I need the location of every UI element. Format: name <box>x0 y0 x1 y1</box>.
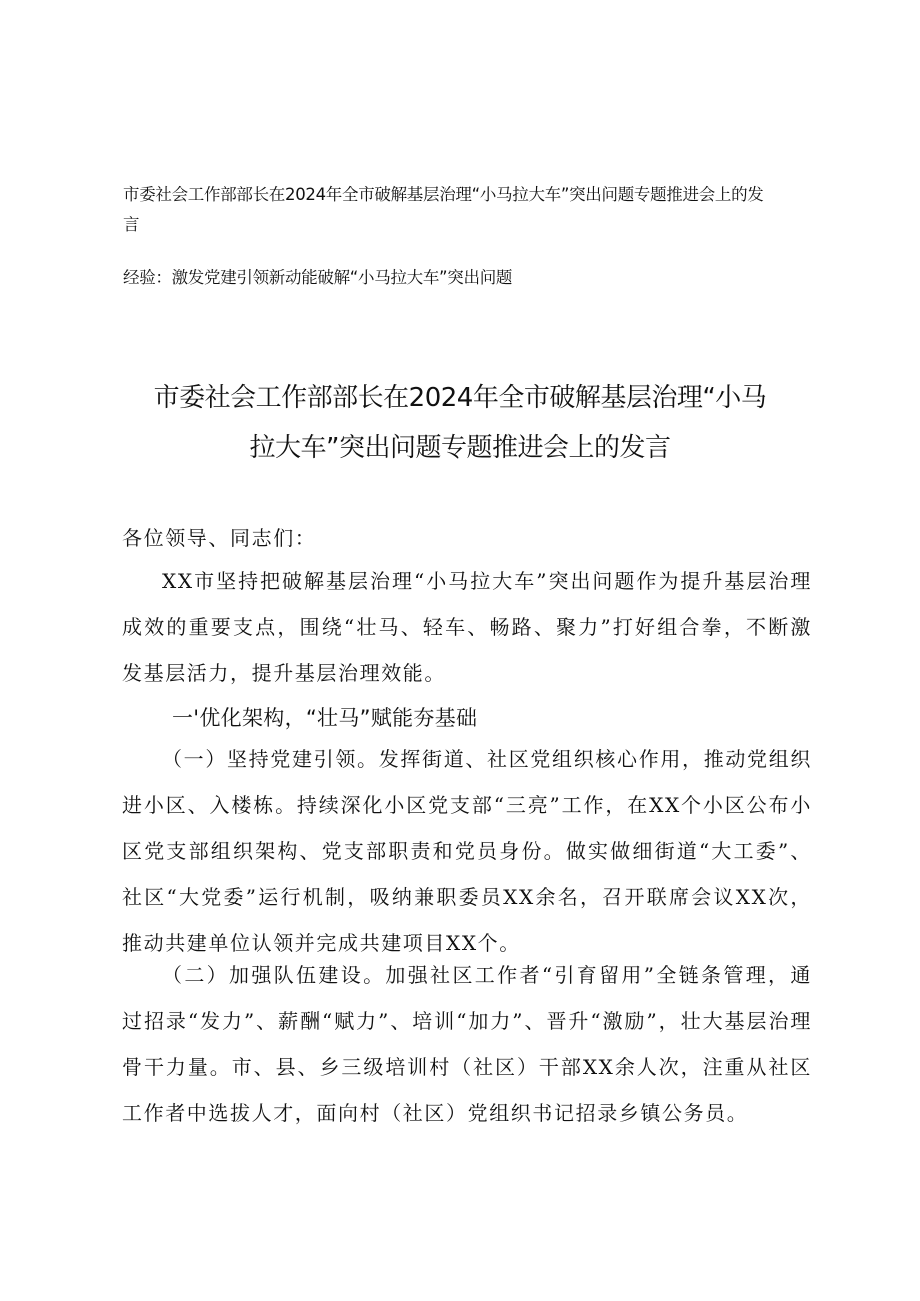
section-1-paragraph-1 <box>122 736 812 966</box>
intro-paragraph <box>122 558 812 696</box>
header-title-line-1: 市委社会工作部部长在2024年全市破解基层治理“小马拉大车”突出问题专题推进会上的发 <box>123 185 764 204</box>
header-title-line-2: 言 <box>123 215 140 234</box>
main-title-line-2: 拉大车”突出问题专题推进会上的发言 <box>249 433 671 463</box>
section-1-paragraph-2 <box>122 952 812 1136</box>
section-1-heading: 一'优化架构，“壮马”赋能夯基础 <box>172 706 478 730</box>
section-1-paragraph-1-text: （一）坚持党建引领。发挥街道、社区党组织核心作用，推动党组织进小区、入楼栋。持续深化小区党支部“三亮”工作，在XX个小区公布小区党支部组织架构、党支部职责和党员身份。做实做细街道“大工委”、社区“大党委”运行机制，吸纳兼职委员XX余名，召开联席会议XX次，推动共建单位认领并完成共建项目XX个。 <box>122 747 812 955</box>
section-1-paragraph-2-text: （二）加强队伍建设。加强社区工作者“引育留用”全链条管理，通过招录“发力”、薪酬“赋力”、培训“加力”、晋升“激励”，壮大基层治理骨干力量。市、县、乡三级培训村（社区）干部XX余人次，注重从社区工作者中选拔人才，面向村（社区）党组织书记招录乡镇公务员。 <box>122 963 812 1125</box>
intro-paragraph-text: XX市坚持把破解基层治理“小马拉大车”突出问题作为提升基层治理成效的重要支点，围绕“壮马、轻车、畅路、聚力”打好组合拳，不断激发基层活力，提升基层治理效能。 <box>122 569 812 685</box>
main-title-line-1: 市委社会工作部部长在2024年全市破解基层治理“小马 <box>153 383 767 413</box>
greeting: 各位领导、同志们： <box>122 526 317 550</box>
experience-line: 经验：激发党建引领新动能破解“小马拉大车”突出问题 <box>123 268 513 287</box>
